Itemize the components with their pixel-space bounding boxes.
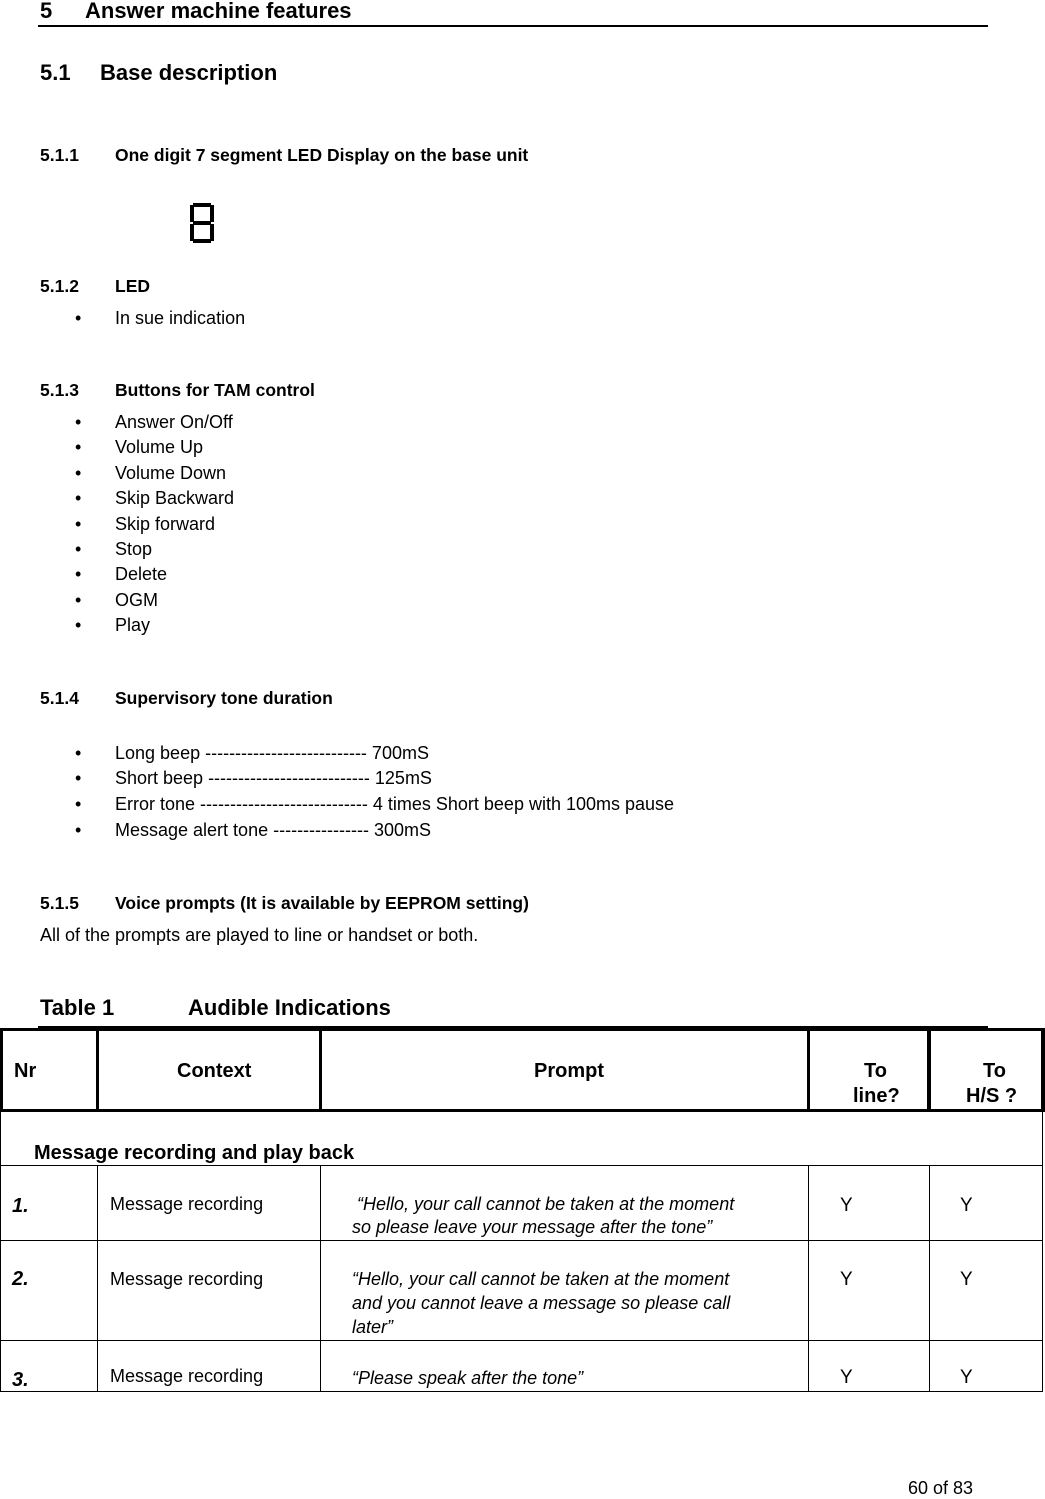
row-to-line: Y [840, 1195, 853, 1216]
table-caption-number: Table 1 [40, 995, 115, 1020]
row-to-hs: Y [960, 1195, 973, 1216]
row-prompt-line: “Hello, your call cannot be taken at the moment [352, 1194, 735, 1214]
header-line-2: line? [853, 1085, 900, 1107]
row-context: Message recording [110, 1194, 264, 1214]
section-5-number: 5 [40, 0, 53, 23]
row-to-line: Y [840, 1269, 853, 1290]
section-5-1-2-number: 5.1.2 [40, 276, 79, 296]
section-5-1-3-title: Buttons for TAM control [115, 380, 315, 400]
row-nr: 2. [12, 1268, 29, 1290]
row-prompt-line: “Please speak after the tone” [352, 1368, 584, 1388]
header-line-1: To [864, 1060, 887, 1082]
table-caption-title: Audible Indications [188, 995, 391, 1020]
column-header-nr: Nr [14, 1060, 37, 1082]
page-number: 60 of 83 [908, 1478, 974, 1498]
section-5-1-2-title: LED [115, 276, 150, 296]
row-nr: 1. [12, 1195, 29, 1217]
row-context: Message recording [110, 1366, 264, 1386]
section-5-1-5-number: 5.1.5 [40, 893, 79, 913]
table-group-label: Message recording and play back [34, 1142, 355, 1164]
row-prompt-line: and you cannot leave a message so please call [352, 1293, 731, 1313]
row-to-hs: Y [960, 1367, 973, 1388]
section-5-1-4-number: 5.1.4 [40, 688, 79, 708]
section-5-1-number: 5.1 [40, 60, 71, 85]
row-prompt-line: so please leave your message after the tone” [352, 1217, 713, 1237]
row-context: Message recording [110, 1269, 264, 1289]
row-to-line: Y [840, 1367, 853, 1388]
section-5-1-4-title: Supervisory tone duration [115, 688, 333, 708]
section-5-1-title: Base description [100, 60, 278, 85]
header-line-1: To [983, 1060, 1006, 1082]
row-to-hs: Y [960, 1269, 973, 1290]
row-prompt-line: “Hello, your call cannot be taken at the moment [352, 1269, 730, 1289]
column-header-prompt: Prompt [534, 1060, 604, 1082]
row-prompt-line: later” [352, 1317, 394, 1337]
seven-segment-display-icon [190, 203, 214, 243]
section-5-1-5-title: Voice prompts (It is available by EEPROM setting) [115, 893, 529, 913]
row-nr: 3. [12, 1369, 29, 1391]
section-rule [38, 25, 988, 27]
section-5-title: Answer machine features [85, 0, 352, 23]
section-5-1-1-number: 5.1.1 [40, 145, 79, 165]
section-5-1-1-title: One digit 7 segment LED Display on the base unit [115, 145, 529, 165]
section-5-1-3-number: 5.1.3 [40, 380, 79, 400]
paragraph: All of the prompts are played to line or handset or both. [40, 925, 479, 945]
column-header-context: Context [177, 1060, 252, 1082]
header-line-2: H/S ? [966, 1085, 1018, 1107]
